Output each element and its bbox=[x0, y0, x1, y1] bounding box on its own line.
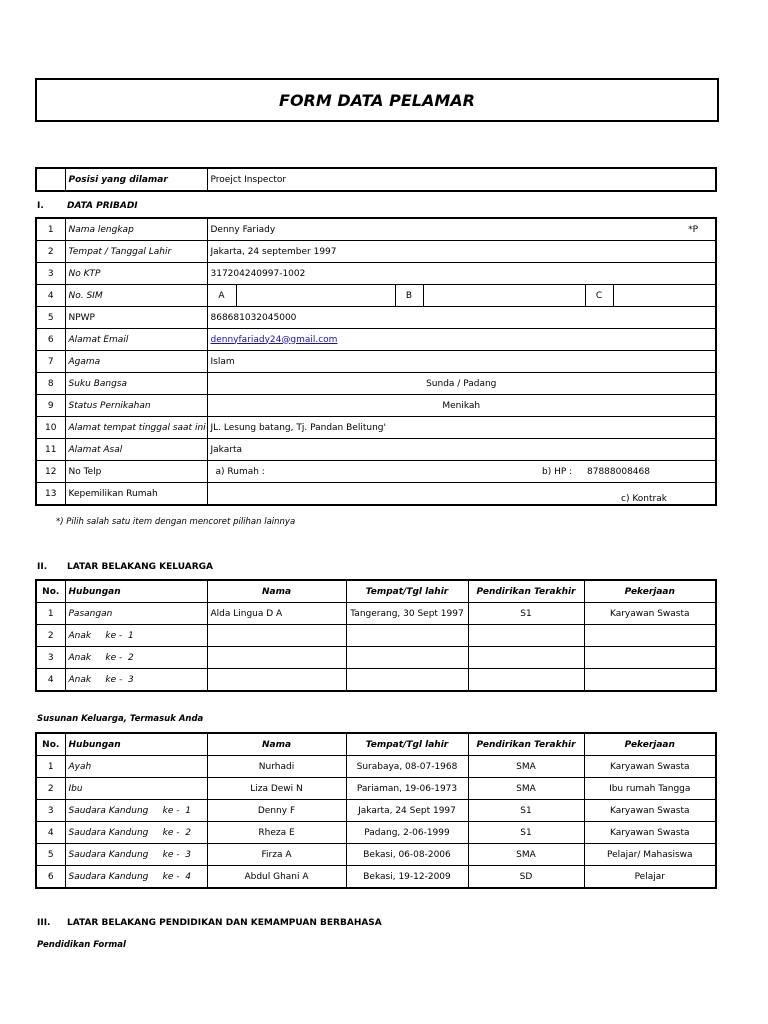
family-table bbox=[35, 579, 717, 692]
education-cell[interactable] bbox=[468, 647, 584, 669]
row-no: 6 bbox=[36, 329, 65, 351]
job-cell[interactable]: Ibu rumah Tangga bbox=[584, 778, 716, 800]
religion-field[interactable]: Islam bbox=[207, 351, 716, 373]
field-label: Alamat Email bbox=[65, 329, 207, 351]
field-label: Agama bbox=[65, 351, 207, 373]
education-cell[interactable]: S1 bbox=[468, 800, 584, 822]
job-cell[interactable]: Karyawan Swasta bbox=[584, 603, 716, 625]
personal-data-table bbox=[35, 217, 717, 506]
birth-field[interactable]: Jakarta, 24 september 1997 bbox=[207, 241, 716, 263]
house-ownership-value: c) Kontrak bbox=[621, 493, 667, 504]
table-row bbox=[36, 866, 716, 889]
col-header-pekerjaan: Pekerjaan bbox=[584, 580, 716, 603]
table-row bbox=[36, 625, 716, 647]
birth-cell[interactable] bbox=[346, 669, 468, 692]
relation-cell: Saudara Kandung ke - 1 bbox=[65, 800, 207, 822]
row-no: 6 bbox=[36, 866, 65, 889]
origin-address-field[interactable]: Jakarta bbox=[207, 439, 716, 461]
table-row bbox=[36, 822, 716, 844]
col-header-hubungan: Hubungan bbox=[65, 733, 207, 756]
sim-c-field[interactable] bbox=[613, 285, 716, 307]
position-table bbox=[35, 167, 717, 192]
birth-cell[interactable]: Padang, 2-06-1999 bbox=[346, 822, 468, 844]
field-label: Alamat Asal bbox=[65, 439, 207, 461]
table-row bbox=[36, 844, 716, 866]
row-no: 9 bbox=[36, 395, 65, 417]
job-cell[interactable]: Karyawan Swasta bbox=[584, 800, 716, 822]
table-row bbox=[36, 461, 716, 483]
field-label: Alamat tempat tinggal saat ini bbox=[65, 417, 207, 439]
row-no: 1 bbox=[36, 756, 65, 778]
col-header-pendidikan: Pendirikan Terakhir bbox=[468, 580, 584, 603]
row-no: 2 bbox=[36, 241, 65, 263]
birth-cell[interactable]: Jakarta, 24 Sept 1997 bbox=[346, 800, 468, 822]
col-header-pendidikan: Pendirikan Terakhir bbox=[468, 733, 584, 756]
current-address-field[interactable]: JL. Lesung batang, Tj. Pandan Belitung' bbox=[207, 417, 716, 439]
position-no-cell bbox=[36, 168, 65, 191]
job-cell[interactable]: Pelajar/ Mahasiswa bbox=[584, 844, 716, 866]
name-cell[interactable]: Alda Lingua D A bbox=[207, 603, 346, 625]
col-header-hubungan: Hubungan bbox=[65, 580, 207, 603]
col-header-no: No. bbox=[36, 733, 65, 756]
birth-cell[interactable]: Bekasi, 19-12-2009 bbox=[346, 866, 468, 889]
table-row bbox=[36, 669, 716, 692]
name-cell[interactable]: Liza Dewi N bbox=[207, 778, 346, 800]
table-row bbox=[36, 218, 716, 241]
birth-cell[interactable]: Surabaya, 08-07-1968 bbox=[346, 756, 468, 778]
row-no: 8 bbox=[36, 373, 65, 395]
job-cell[interactable] bbox=[584, 647, 716, 669]
table-header-row bbox=[36, 580, 716, 603]
education-cell[interactable] bbox=[468, 625, 584, 647]
education-cell[interactable] bbox=[468, 669, 584, 692]
education-cell[interactable]: S1 bbox=[468, 822, 584, 844]
row-no: 5 bbox=[36, 307, 65, 329]
table-row bbox=[36, 603, 716, 625]
field-label: NPWP bbox=[65, 307, 207, 329]
section-1-number: I. bbox=[37, 201, 44, 211]
relation-cell: Ibu bbox=[65, 778, 207, 800]
education-cell[interactable]: SMA bbox=[468, 844, 584, 866]
table-row bbox=[36, 329, 716, 351]
birth-cell[interactable] bbox=[346, 647, 468, 669]
row-no: 3 bbox=[36, 800, 65, 822]
section-1-title: DATA PRIBADI bbox=[67, 201, 138, 211]
birth-cell[interactable]: Tangerang, 30 Sept 1997 bbox=[346, 603, 468, 625]
education-cell[interactable]: SD bbox=[468, 866, 584, 889]
section-1-heading bbox=[37, 201, 138, 211]
birth-cell[interactable]: Pariaman, 19-06-1973 bbox=[346, 778, 468, 800]
section-2-title: LATAR BELAKANG KELUARGA bbox=[67, 562, 213, 572]
field-label: No KTP bbox=[65, 263, 207, 285]
relation-cell: Anak ke - 1 bbox=[65, 625, 207, 647]
table-header-row bbox=[36, 733, 716, 756]
table-row bbox=[36, 417, 716, 439]
email-field[interactable] bbox=[207, 329, 716, 351]
education-cell[interactable]: SMA bbox=[468, 756, 584, 778]
family-composition-heading: Susunan Keluarga, Termasuk Anda bbox=[37, 714, 204, 724]
relation-cell: Anak ke - 2 bbox=[65, 647, 207, 669]
name-cell[interactable] bbox=[207, 647, 346, 669]
job-cell[interactable]: Karyawan Swasta bbox=[584, 756, 716, 778]
full-name-field[interactable] bbox=[207, 218, 716, 241]
col-header-no: No. bbox=[36, 580, 65, 603]
table-row bbox=[36, 756, 716, 778]
table-row bbox=[36, 439, 716, 461]
phone-home-label: a) Rumah : bbox=[215, 466, 265, 477]
job-cell[interactable]: Pelajar bbox=[584, 866, 716, 889]
footnote: *) Pilih salah satu item dengan mencoret pilihan lainnya bbox=[56, 517, 296, 527]
section-2-number: II. bbox=[37, 562, 48, 572]
field-label: Kepemilikan Rumah bbox=[65, 483, 207, 506]
phone-hp-label: b) HP : bbox=[542, 466, 573, 477]
marital-status-field[interactable]: Menikah bbox=[207, 395, 716, 417]
table-row bbox=[36, 241, 716, 263]
name-cell[interactable]: Abdul Ghani A bbox=[207, 866, 346, 889]
name-cell[interactable]: Nurhadi bbox=[207, 756, 346, 778]
full-name-value: Denny Fariady bbox=[210, 224, 276, 235]
sim-b-label: B bbox=[395, 285, 423, 307]
sim-a-field[interactable] bbox=[236, 285, 395, 307]
ethnicity-field[interactable]: Sunda / Padang bbox=[207, 373, 716, 395]
formal-education-heading: Pendidikan Formal bbox=[37, 940, 126, 950]
field-label: Tempat / Tanggal Lahir bbox=[65, 241, 207, 263]
row-no: 5 bbox=[36, 844, 65, 866]
relation-cell: Saudara Kandung ke - 2 bbox=[65, 822, 207, 844]
sim-b-field[interactable] bbox=[423, 285, 585, 307]
table-row bbox=[36, 373, 716, 395]
row-no: 1 bbox=[36, 218, 65, 241]
row-no: 1 bbox=[36, 603, 65, 625]
table-row bbox=[36, 800, 716, 822]
name-cell[interactable] bbox=[207, 669, 346, 692]
sim-a-label: A bbox=[207, 285, 236, 307]
house-ownership-field[interactable] bbox=[207, 483, 716, 506]
col-header-nama: Nama bbox=[207, 580, 346, 603]
row-no: 7 bbox=[36, 351, 65, 373]
row-no: 12 bbox=[36, 461, 65, 483]
field-label: No. SIM bbox=[65, 285, 207, 307]
phone-field[interactable] bbox=[207, 461, 716, 483]
section-3-title: LATAR BELAKANG PENDIDIKAN DAN KEMAMPUAN BERBAHASA bbox=[67, 918, 382, 928]
family-composition-table bbox=[35, 732, 717, 889]
row-no: 2 bbox=[36, 625, 65, 647]
table-row bbox=[36, 263, 716, 285]
field-label: Nama lengkap bbox=[65, 218, 207, 241]
table-row bbox=[36, 483, 716, 506]
relation-cell: Ayah bbox=[65, 756, 207, 778]
row-no: 3 bbox=[36, 263, 65, 285]
section-2-heading bbox=[37, 562, 213, 572]
table-row bbox=[36, 647, 716, 669]
row-no: 3 bbox=[36, 647, 65, 669]
table-row bbox=[36, 395, 716, 417]
position-label: Posisi yang dilamar bbox=[65, 168, 207, 191]
row-no: 4 bbox=[36, 822, 65, 844]
phone-hp-value: 87888008468 bbox=[587, 466, 650, 477]
job-cell[interactable]: Karyawan Swasta bbox=[584, 822, 716, 844]
name-cell[interactable]: Firza A bbox=[207, 844, 346, 866]
section-3-heading bbox=[37, 918, 382, 928]
ktp-field[interactable]: 317204240997-1002 bbox=[207, 263, 716, 285]
form-title: FORM DATA PELAMAR bbox=[35, 78, 719, 122]
row-no: 2 bbox=[36, 778, 65, 800]
col-header-ttl: Tempat/Tgl lahir bbox=[346, 580, 468, 603]
col-header-pekerjaan: Pekerjaan bbox=[584, 733, 716, 756]
name-cell[interactable] bbox=[207, 625, 346, 647]
col-header-nama: Nama bbox=[207, 733, 346, 756]
row-no: 10 bbox=[36, 417, 65, 439]
field-label: Status Pernikahan bbox=[65, 395, 207, 417]
relation-cell: Pasangan bbox=[65, 603, 207, 625]
row-no: 13 bbox=[36, 483, 65, 506]
table-row bbox=[36, 778, 716, 800]
job-cell[interactable] bbox=[584, 625, 716, 647]
education-cell[interactable]: S1 bbox=[468, 603, 584, 625]
position-value[interactable]: Proejct Inspector bbox=[207, 168, 716, 191]
sim-c-label: C bbox=[585, 285, 613, 307]
col-header-ttl: Tempat/Tgl lahir bbox=[346, 733, 468, 756]
row-no: 4 bbox=[36, 285, 65, 307]
birth-cell[interactable] bbox=[346, 625, 468, 647]
education-cell[interactable]: SMA bbox=[468, 778, 584, 800]
npwp-field[interactable]: 868681032045000 bbox=[207, 307, 716, 329]
section-3-number: III. bbox=[37, 918, 51, 928]
table-row bbox=[36, 307, 716, 329]
row-no: 4 bbox=[36, 669, 65, 692]
relation-cell: Saudara Kandung ke - 4 bbox=[65, 866, 207, 889]
relation-cell: Saudara Kandung ke - 3 bbox=[65, 844, 207, 866]
email-link[interactable]: dennyfariady24@gmail.com bbox=[210, 334, 338, 345]
name-mark: *P bbox=[688, 224, 698, 235]
row-no: 11 bbox=[36, 439, 65, 461]
table-row bbox=[36, 285, 716, 307]
birth-cell[interactable]: Bekasi, 06-08-2006 bbox=[346, 844, 468, 866]
field-label: No Telp bbox=[65, 461, 207, 483]
table-row bbox=[36, 351, 716, 373]
job-cell[interactable] bbox=[584, 669, 716, 692]
relation-cell: Anak ke - 3 bbox=[65, 669, 207, 692]
name-cell[interactable]: Rheza E bbox=[207, 822, 346, 844]
field-label: Suku Bangsa bbox=[65, 373, 207, 395]
name-cell[interactable]: Denny F bbox=[207, 800, 346, 822]
